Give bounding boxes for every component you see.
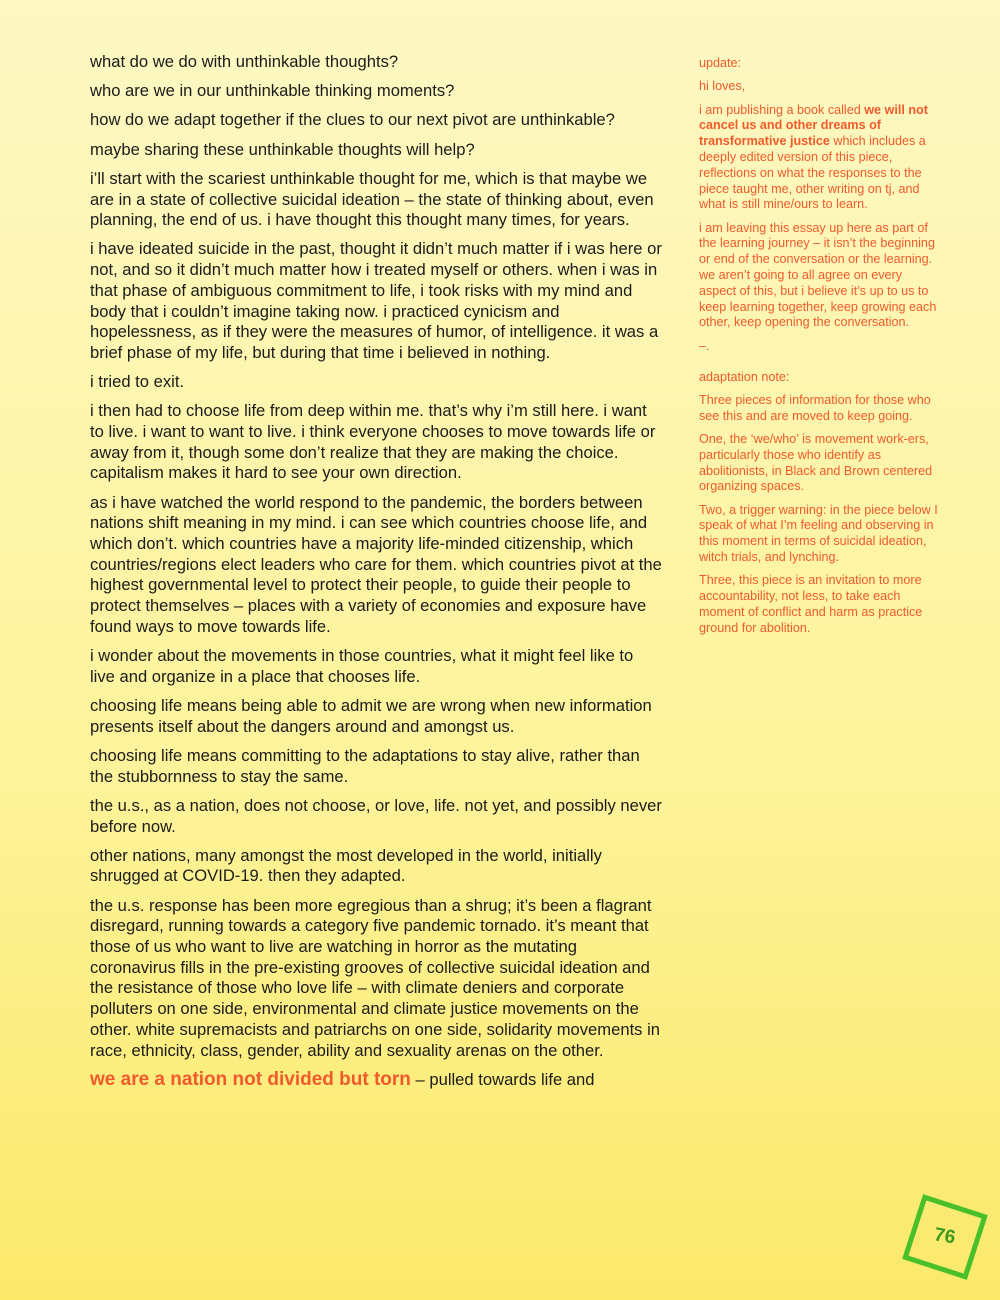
sidebar-notes [699,56,942,644]
book-title: we will not cancel us and other dreams of transformative justice [699,102,928,149]
main-paragraph: as i have watched the world respond to the pandemic, the borders between nations shift meaning in my mind. i can see which countries choose life, and which don’t. which countries have a majority life-minded citizenship, which countries/regions elect leaders who care for them. which countries pivot at the highest governmental level to protect their people, to guide their people to protect themselves – places with a variety of economies and exposure have found ways to move towards life. [90,492,662,636]
main-paragraph: other nations, many amongst the most developed in the world, initially shrugged at COVID-19. then they adapted. [90,845,602,886]
main-paragraph: who are we in our unthinkable thinking moments? [90,81,455,101]
main-paragraph: the u.s. response has been more egregious than a shrug; it’s been a flagrant disregard, running towards a category five pandemic tornado. it’s meant that those of us who want to live are watching in horror as the mutating coronavirus fills in the pre-existing grooves of collective suicidal ideation and the resistance of those who love life – with climate deniers and corporate polluters on one side, environmental and climate justice movements on the other. white supremacists and patriarchs on one side, solidarity movements in race, ethnicity, class, gender, ability and sexuality arenas on the other. [90,895,660,1060]
main-paragraph: i’ll start with the scariest unthinkable thought for me, which is that maybe we are in a state of collective suicidal ideation – the state of thinking about, even planning, the end of us. i have thought this thought many times, for years. [90,168,654,230]
book-announcement [699,103,942,214]
adaptation-note: Three pieces of information for those who see this and are moved to keep going. [699,392,931,423]
divider: –. [699,338,710,353]
book-rest: which includes a deeply edited version of this piece, reflections on what the responses to the piece taught me, other writing on tj, and what is still mine/ours to learn. [699,134,926,212]
greeting: hi loves, [699,79,746,94]
main-paragraph: i tried to exit. [90,372,185,392]
adaptation-label: adaptation note: [699,369,790,384]
main-paragraph: maybe sharing these unthinkable thoughts will help? [90,139,475,159]
page-number: 76 [932,1224,958,1249]
closing-rest: – pulled towards life and [410,1069,595,1089]
adaptation-note: Three, this piece is an invitation to more accountability, not less, to take each moment of conflict and harm as practice ground for abolition. [699,573,923,635]
main-paragraph: how do we adapt together if the clues to our next pivot are unthinkable? [90,110,615,130]
main-paragraph: i wonder about the movements in those countries, what it might feel like to live and organize in a place that chooses life. [90,646,634,686]
essay-note: i am leaving this essay up here as part of the learning journey – it isn’t the beginning or end of the conversation or the learning. we aren’t going to all agree on every aspect of this, but i believe it’s up to us to keep learning together, keep growing each other, keep opening the conversation. [699,220,937,330]
main-paragraph: what do we do with unthinkable thoughts? [90,52,399,71]
adaptation-note: Two, a trigger warning: in the piece below I speak of what I’m feeling and observing in this moment in terms of suicidal ideation, witch trials, and lynching. [699,502,938,565]
closing-emphasis: we are a nation not divided but torn [90,1068,411,1090]
adaptation-note: One, the ‘we/who’ is movement work-ers, particularly those who identify as abolitionists, in Black and Brown centered organizing spaces. [699,431,933,494]
main-paragraph: i have ideated suicide in the past, thought it didn’t much matter if i was here or not, and so it didn’t much matter how i treated myself or others. when i was in that phase of ambiguous commitment to life, i took risks with my mind and body that i couldn’t imagine taking now. i practiced cynicism and hopelessness, as if they were the measures of humor, of intelligence. it was a brief phase of my life, but during that time i believed in nothing. [90,239,662,362]
closing-line [90,1070,662,1091]
main-paragraph: i then had to choose life from deep within me. that’s why i’m still here. i want to live. i want to want to live. i think everyone chooses to move towards life or away from it, though some don’t realize that they are making the choice. capitalism makes it hard to see your own direction. [90,401,656,483]
main-paragraph: the u.s., as a nation, does not choose, or love, life. not yet, and possibly never before now. [90,795,662,836]
main-column [90,52,662,1099]
book-intro: i am publishing a book called [699,102,865,117]
main-paragraph: choosing life means being able to admit we are wrong when new information presents itself about the dangers around and amongst us. [90,695,652,736]
page-number-badge [902,1194,988,1280]
update-label: update: [699,56,742,70]
main-paragraph: choosing life means committing to the adaptations to stay alive, rather than the stubbornness to stay the same. [90,745,640,786]
